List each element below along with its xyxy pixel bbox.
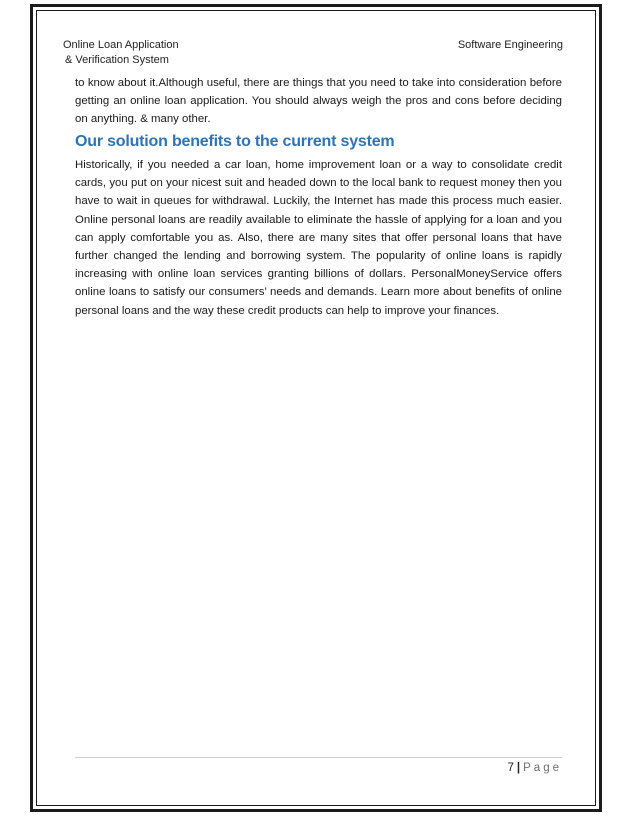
page-separator: | [516, 762, 521, 774]
header-document-title [63, 38, 179, 68]
page-label: Page [523, 762, 562, 774]
page-number-footer [508, 762, 562, 774]
intro-paragraph: to know about it.Although useful, there are things that you need to take into consideration before getting an online loan application. You should always weigh the pros and cons before deciding on anything. & many other. [75, 77, 562, 126]
header-title-line1: Online Loan Application [63, 39, 179, 51]
footer-divider [75, 757, 562, 758]
header-title-line2: & Verification System [65, 54, 169, 66]
page-border-inner [36, 10, 596, 806]
header-subject: Software Engineering [457, 39, 563, 51]
section-heading: Our solution benefits to the current system [75, 133, 395, 150]
page-number: 7 [507, 762, 514, 774]
section-paragraph: Historically, if you needed a car loan, home improvement loan or a way to consolidate credit cards, you put on your nicest suit and headed down to the local bank to request money then you have to wait in queues for withdrawal. Luckily, the Internet has made this process much easier. Online personal loans are readily available to eliminate the hassle of applying for a loan and you can apply comfortable you as. Also, there are many sites that offer personal loans that have further changed the lending and borrowing system. The popularity of online loans is rapidly increasing with online loan services granting billions of dollars. PersonalMoneyService offers online loans to satisfy our consumers’ needs and demands. Learn more about benefits of online personal loans and the way these credit products can help to improve your finances. [75, 159, 562, 317]
